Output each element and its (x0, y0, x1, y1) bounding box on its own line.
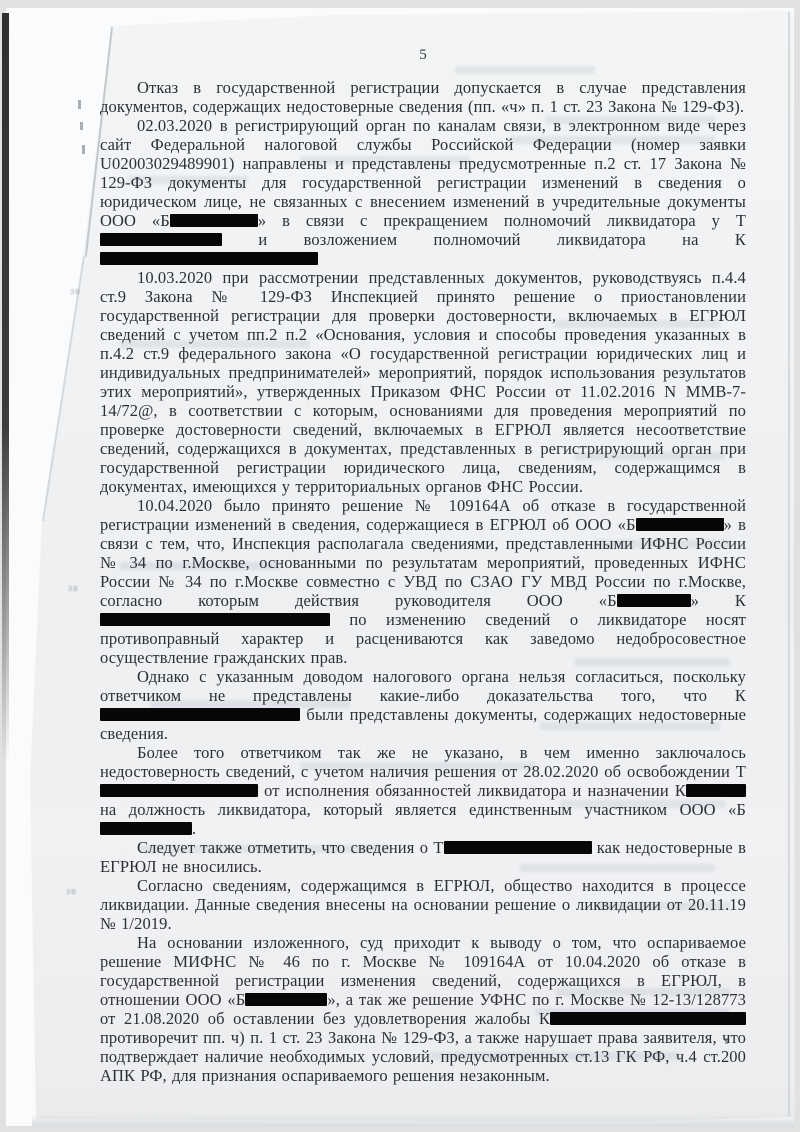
redaction-bar (550, 1012, 746, 1025)
redaction-bar (100, 784, 258, 797)
redaction-bar (686, 784, 746, 797)
margin-mark: зв (68, 583, 79, 593)
paragraph: Следует также отметить, что сведения о Т как недостоверные в ЕГРЮЛ не вносились. (100, 838, 746, 876)
redaction-bar (170, 214, 258, 227)
page-bottom-shadow (32, 1114, 794, 1126)
scanner-edge-shadow (2, 13, 9, 763)
redaction-bar (100, 252, 318, 265)
redaction-bar (617, 594, 691, 607)
redaction-bar (100, 613, 330, 626)
paragraph: Более того ответчиком так же не указано, в чем именно заключалось недостоверность сведений, с учетом наличия решения от 28.02.2020 об освобождении Т от исполнения обязанностей ликвидатора и назначении К на должность ликвидатора, который является единственным участником ООО «Б. (100, 743, 746, 838)
paragraph: Согласно сведениям, содержащимся в ЕГРЮЛ, общество находится в процессе ликвидации. Данные сведения внесены на основании решение о ликвидации от 20.11.19 № 1/2019. (100, 876, 746, 933)
redaction-bar (100, 233, 222, 246)
redaction-bar (444, 841, 592, 854)
paragraph: Отказ в государственной регистрации допускается в случае представления документов, содержащих недостоверные сведения (пп. «ч» п. 1 ст. 23 Закона № 129-ФЗ). (100, 78, 746, 116)
page-right-edge (788, 12, 790, 1116)
redaction-bar (100, 708, 300, 721)
paragraph: Однако с указанным доводом налогового органа нельзя согласиться, поскольку ответчиком не представлены какие-либо доказательства того, что К были представлены документы, содержащих недостоверные сведения. (100, 667, 746, 743)
paragraph: 10.04.2020 было принято решение № 109164А об отказе в государственной регистрации изменений в сведения, содержащиеся в ЕГРЮЛ об ООО «Б » в связи с тем, что, Инспекция располагала сведениями, представленными ИФНС России № 34 по г.Москве, основанными по результатам мероприятий, проведенных ИФНС России № 34 по г.Москве совместно с УВД по СЗАО ГУ МВД России по г.Москве, согласно которым действия руководителя ООО «Б » К по изменению сведений о ликвидаторе носят противоправный характер и расцениваются как заведомо недобросовестное осуществление гражданских прав. (100, 496, 747, 667)
paragraph: На основании изложенного, суд приходит к выводу о том, что оспариваемое решение МИФНС № 46 по г. Москве № 109164А от 10.04.2020 об отказе в государственной регистрации изменения сведений, содержащихся в ЕГРЮЛ, в отношении ООО «Б », а так же решение УФНС по г. Москве № 12-13/128773 от 21.08.2020 об оставлении без удовлетворения жалобы К противоречит пп. ч) п. 1 ст. 23 Закона № 129-ФЗ, а также нарушает права заявителя, что подтверждает наличие необходимых условий, предусмотренных ст.13 ГК РФ, ч.4 ст.200 АПК РФ, для признания оспариваемого решения незаконным. (100, 933, 746, 1085)
paragraph: 02.03.2020 в регистрирующий орган по каналам связи, в электронном виде через сайт Федеральной налоговой службы Российской Федерации (номер заявки U02003029489901) направлены и представлены предусмотренные п.2 ст. 17 Закона № 129-ФЗ документы для государственной регистрации изменений в сведения о юридическом лице, не связанных с внесением изменений в учредительные документы ООО «Б » в связи с прекращением полномочий ликвидатора у Т и возложением полномочий ликвидатора на К (100, 116, 746, 268)
redaction-bar (636, 518, 724, 531)
redaction-bar (245, 993, 327, 1006)
redaction-bar (100, 822, 192, 835)
paragraph: 10.03.2020 при рассмотрении представленных документов, руководствуясь п.4.4 ст.9 Закона № 129-ФЗ Инспекцией принято решение о приостановлении государственной регистрации для проверки достоверности, включаемых в ЕГРЮЛ сведений с учетом пп.2 п.2 «Основания, условия и способы проведения указанных в п.4.2 ст.9 федерального закона «О государственной регистрации юридических лиц и индивидуальных предпринимателей» мероприятий, порядок использования результатов этих мероприятий», утвержденных Приказом ФНС России от 11.02.2016 N ММВ-7-14/72@, в соответствии с которым, основаниями для проведения мероприятий по проверке достоверности сведений, включаемых в ЕГРЮЛ является несоответствие сведений, содержащихся в документах, представленных в регистрирующий орган при государственной регистрации юридического лица, сведениям, содержащимся в документах, имеющихся у территориальных органов ФНС России. (100, 268, 746, 496)
document-content (100, 46, 746, 1085)
margin-mark: зв (70, 286, 81, 296)
page-number: 5 (419, 47, 427, 63)
margin-mark: зв (66, 886, 77, 896)
document-body (100, 78, 746, 1085)
